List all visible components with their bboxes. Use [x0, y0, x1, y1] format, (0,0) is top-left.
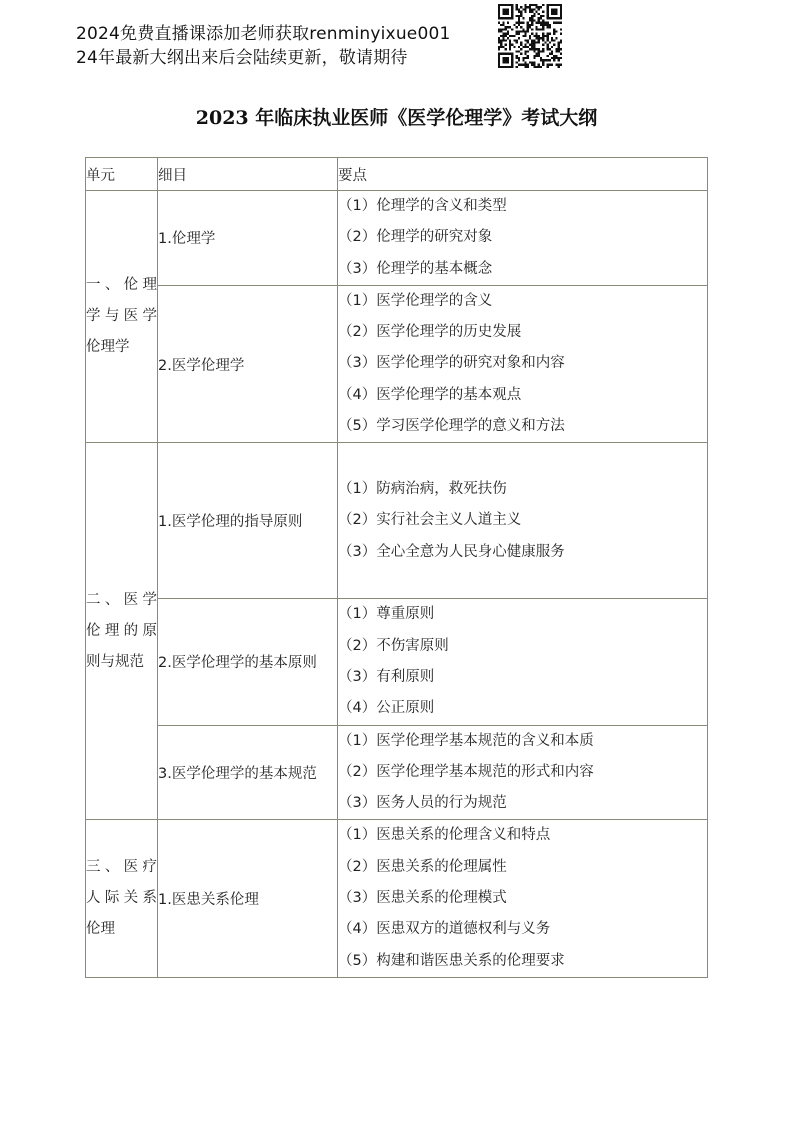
table-row	[86, 285, 708, 442]
point-item: （3）医患关系的伦理模式	[338, 890, 507, 907]
syllabus-table	[85, 157, 708, 978]
promo-banner	[76, 22, 451, 70]
table-row	[86, 820, 708, 977]
point-item: （5）构建和谐医患关系的伦理要求	[338, 952, 565, 969]
qr-code-icon	[496, 4, 564, 68]
point-item: （1）尊重原则	[338, 606, 435, 623]
point-item: （4）医患双方的道德权利与义务	[338, 921, 551, 938]
points-cell	[338, 725, 708, 820]
points-cell	[338, 820, 708, 977]
point-item: （2）伦理学的研究对象	[338, 229, 493, 246]
point-item: （3）有利原则	[338, 668, 435, 685]
detail-cell: 1.医学伦理的指导原则	[158, 443, 338, 599]
point-item: （1）医学伦理学基本规范的含义和本质	[338, 732, 594, 749]
header-unit: 单元	[86, 158, 158, 191]
point-item: （3）全心全意为人民身心健康服务	[338, 543, 565, 560]
table-row	[86, 599, 708, 725]
points-cell	[338, 443, 708, 599]
promo-line-2: 24年最新大纲出来后会陆续更新，敬请期待	[76, 48, 408, 68]
header-points: 要点	[338, 158, 708, 191]
table-header-row	[86, 158, 708, 191]
detail-cell: 2.医学伦理学	[158, 285, 338, 442]
point-item: （2）医患关系的伦理属性	[338, 858, 507, 875]
points-cell	[338, 599, 708, 725]
points-cell	[338, 285, 708, 442]
point-item: （4）医学伦理学的基本观点	[338, 386, 522, 403]
unit-cell: 二、医学伦理的原则与规范	[86, 443, 158, 820]
table-row	[86, 191, 708, 286]
point-item: （1）伦理学的含义和类型	[338, 198, 507, 214]
point-item: （2）医学伦理学基本规范的形式和内容	[338, 763, 594, 780]
unit-cell: 三、医疗人际关系伦理	[86, 820, 158, 977]
point-item: （3）医务人员的行为规范	[338, 795, 507, 812]
detail-cell: 3.医学伦理学的基本规范	[158, 725, 338, 820]
point-item: （4）公正原则	[338, 700, 435, 717]
detail-cell: 1.伦理学	[158, 191, 338, 286]
point-item: （2）不伤害原则	[338, 637, 449, 654]
point-item: （1）医学伦理学的含义	[338, 292, 493, 309]
point-item: （3）伦理学的基本概念	[338, 260, 493, 277]
point-item: （2）医学伦理学的历史发展	[338, 324, 522, 341]
table-row	[86, 443, 708, 599]
point-item: （2）实行社会主义人道主义	[338, 512, 522, 529]
unit-cell: 一、伦理学与医学伦理学	[86, 191, 158, 443]
point-item: （1）医患关系的伦理含义和特点	[338, 827, 551, 844]
points-cell	[338, 191, 708, 286]
point-item: （1）防病治病，救死扶伤	[338, 480, 507, 497]
point-item: （3）医学伦理学的研究对象和内容	[338, 355, 565, 372]
page-title: 2023 年临床执业医师《医学伦理学》考试大纲	[195, 107, 598, 129]
point-item: （5）学习医学伦理学的意义和方法	[338, 418, 565, 435]
detail-cell: 2.医学伦理学的基本原则	[158, 599, 338, 725]
promo-line-1: 2024免费直播课添加老师获取renminyixue001	[76, 24, 451, 44]
detail-cell: 1.医患关系伦理	[158, 820, 338, 977]
header-detail: 细目	[158, 158, 338, 191]
table-row	[86, 725, 708, 820]
